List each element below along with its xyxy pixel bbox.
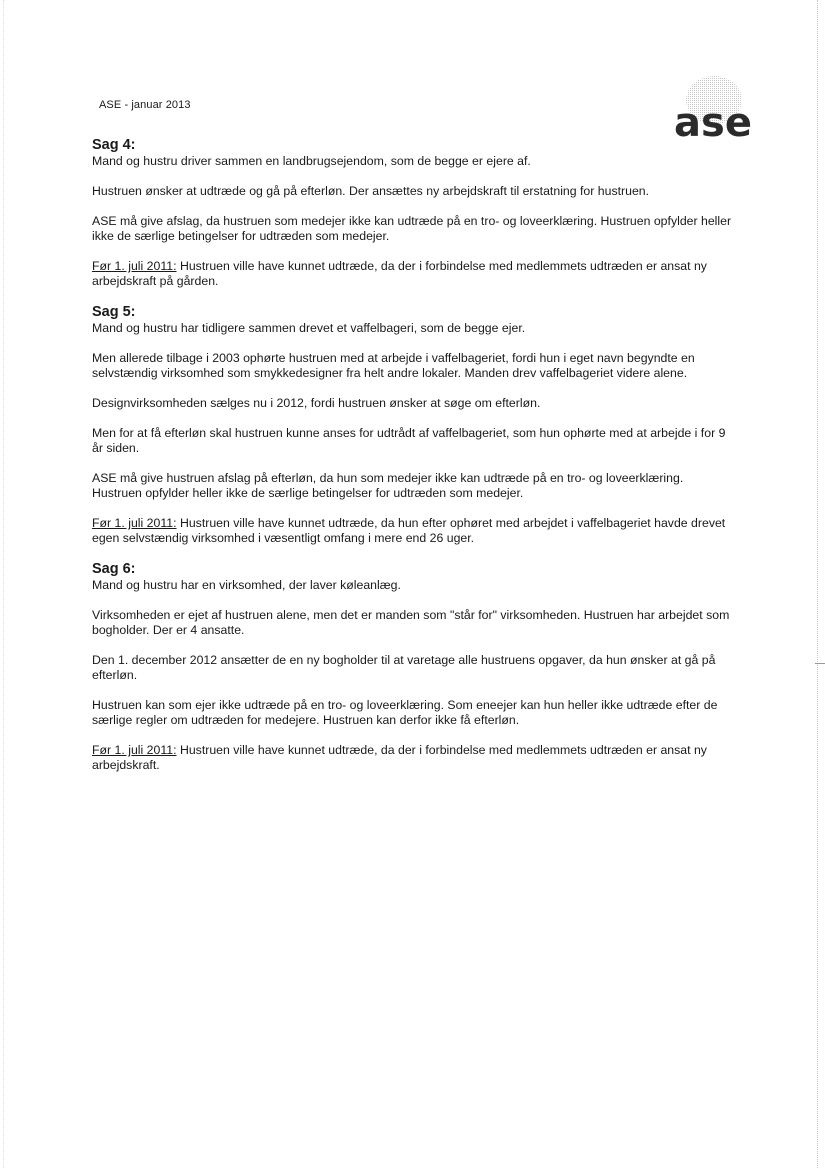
scan-tick-mark bbox=[815, 663, 825, 664]
case-section bbox=[92, 561, 732, 773]
case-paragraph bbox=[92, 321, 732, 336]
paragraph-text: Designvirksomheden sælges nu i 2012, fordi hustruen ønsker at søge om efterløn. bbox=[92, 396, 541, 410]
ase-logo-text: ase bbox=[674, 100, 752, 140]
paragraph-text: Mand og hustru har tidligere sammen drevet et vaffelbageri, som de begge ejer. bbox=[92, 321, 526, 335]
scan-edge-left bbox=[3, 0, 5, 1168]
ase-logo bbox=[674, 70, 752, 140]
paragraph-text: Den 1. december 2012 ansætter de en ny bogholder til at varetage alle hustruens opgaver, da hun ønsker at gå på efterløn. bbox=[92, 653, 716, 682]
before-july-2011-paragraph bbox=[92, 516, 732, 546]
paragraph-text: Virksomheden er ejet af hustruen alene, men det er manden som "står for" virksomheden. Hustruen har arbejdet som bogholder. Der er 4 ansatte. bbox=[92, 608, 730, 637]
header-date: ASE - januar 2013 bbox=[99, 99, 191, 111]
case-paragraph bbox=[92, 471, 732, 501]
paragraph-text: ASE må give afslag, da hustruen som medejer ikke kan udtræde på en tro- og loveerklæring. Hustruen opfylder heller ikke de særlige betingelser for udtræden som medejer. bbox=[92, 214, 732, 243]
case-title: Sag 4: bbox=[92, 137, 136, 153]
before-july-2011-paragraph bbox=[92, 743, 732, 773]
case-paragraph bbox=[92, 426, 732, 456]
before-july-2011-paragraph bbox=[92, 259, 732, 289]
case-paragraph bbox=[92, 608, 732, 638]
case-paragraph bbox=[92, 184, 732, 199]
paragraph-text: Hustruen ville have kunnet udtræde, da hun efter ophøret med arbejdet i vaffelbageriet havde drevet egen selvstændig virksomhed i væsentligt omfang i mere end 26 uger. bbox=[92, 516, 726, 545]
case-paragraph bbox=[92, 578, 732, 593]
case-paragraph bbox=[92, 154, 732, 169]
case-section bbox=[92, 137, 732, 289]
case-section bbox=[92, 304, 732, 546]
paragraph-text: ASE må give hustruen afslag på efterløn, da hun som medejer ikke kan udtræde på en tro- og loveerklæring. Hustruen opfylder heller ikke de særlige betingelser for udtræden som medejer. bbox=[92, 471, 684, 500]
paragraph-text: Men for at få efterløn skal hustruen kunne anses for udtrådt af vaffelbageriet, som hun ophørte med at arbejde i for 9 år siden. bbox=[92, 426, 726, 455]
case-paragraph bbox=[92, 214, 732, 244]
paragraph-text: Men allerede tilbage i 2003 ophørte hustruen med at arbejde i vaffelbageriet, fordi hun i eget navn begyndte en selvstændig virksomhed som smykkedesigner fra helt andre lokaler. Manden drev vaffelbageriet videre alene. bbox=[92, 351, 695, 380]
paragraph-lead: Før 1. juli 2011: bbox=[92, 259, 177, 273]
case-paragraph bbox=[92, 653, 732, 683]
paragraph-text: Hustruen ønsker at udtræde og gå på efterløn. Der ansættes ny arbejdskraft til erstatning for hustruen. bbox=[92, 184, 650, 198]
paragraph-text: Hustruen kan som ejer ikke udtræde på en tro- og loveerklæring. Som eneejer kan hun heller ikke udtræde efter de særlige regler om udtræden for medejere. Hustruen kan derfor ikke få efterløn. bbox=[92, 698, 718, 727]
case-paragraph bbox=[92, 698, 732, 728]
paragraph-lead: Før 1. juli 2011: bbox=[92, 743, 177, 757]
case-title: Sag 6: bbox=[92, 561, 136, 577]
case-paragraph bbox=[92, 396, 732, 411]
scan-edge-right bbox=[817, 0, 819, 1168]
case-paragraph bbox=[92, 351, 732, 381]
paragraph-text: Hustruen ville have kunnet udtræde, da der i forbindelse med medlemmets udtræden er ansat ny arbejdskraft. bbox=[92, 743, 707, 772]
case-title: Sag 5: bbox=[92, 304, 136, 320]
paragraph-text: Mand og hustru har en virksomhed, der laver køleanlæg. bbox=[92, 578, 401, 592]
paragraph-lead: Før 1. juli 2011: bbox=[92, 516, 177, 530]
paragraph-text: Mand og hustru driver sammen en landbrugsejendom, som de begge er ejere af. bbox=[92, 154, 531, 168]
document-body bbox=[92, 137, 732, 788]
paragraph-text: Hustruen ville have kunnet udtræde, da der i forbindelse med medlemmets udtræden er ansat ny arbejdskraft på gården. bbox=[92, 259, 707, 288]
